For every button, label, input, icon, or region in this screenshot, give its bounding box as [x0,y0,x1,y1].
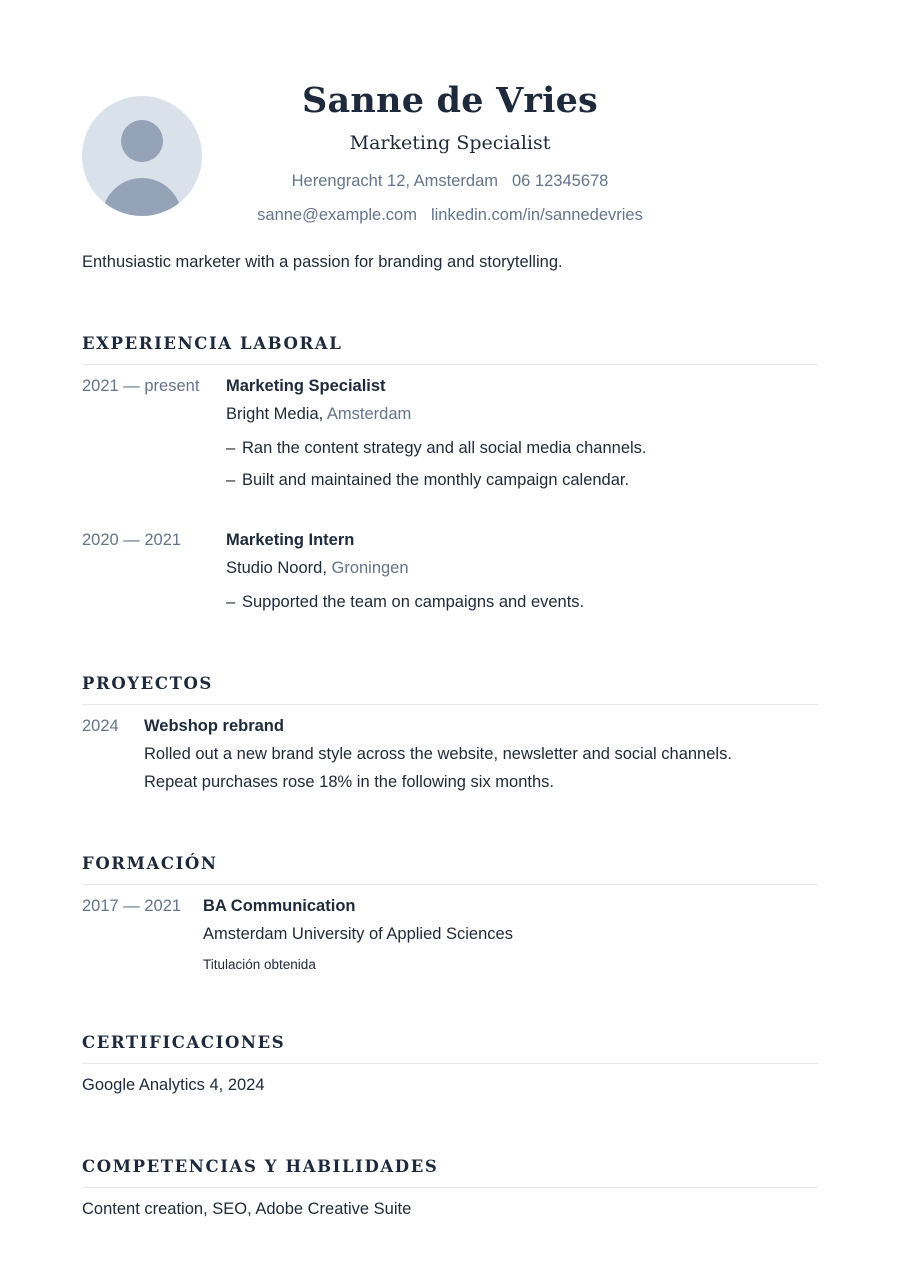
section-divider [82,364,818,365]
job-dates: 2021 — present [82,377,200,395]
job-role: Marketing Specialist [226,377,386,395]
email-link[interactable]: sanne@example.com [257,206,417,224]
phone: 06 12345678 [512,172,609,190]
linkedin-link[interactable]: linkedin.com/in/sannedevries [430,206,643,224]
contact-row-2 [200,206,700,225]
project-name: Webshop rebrand [144,717,284,735]
job-dates: 2020 — 2021 [82,531,182,549]
candidate-name: Sanne de Vries [302,80,598,121]
section-divider [82,1187,818,1188]
education-note: Titulación obtenida [203,957,316,972]
education-degree: BA Communication [203,897,356,915]
job-location: Amsterdam [326,405,412,423]
job-bullet: – Ran the content strategy and all social media channels. [226,439,647,457]
job-location: Groningen [331,559,409,577]
project-description: Rolled out a new brand style across the website, newsletter and social channels. [144,745,732,763]
education-dates: 2017 — 2021 [82,897,182,915]
avatar-placeholder-icon [82,96,202,216]
section-divider [82,884,818,885]
section-title-education: FORMACIÓN [82,854,218,873]
job-bullet: – Supported the team on campaigns and events. [226,593,585,611]
job-bullet: – Built and maintained the monthly campaign calendar. [226,471,630,489]
certifications-text: Google Analytics 4, 2024 [82,1076,265,1094]
candidate-title: Marketing Specialist [349,132,551,154]
avatar-head [121,120,163,162]
project-description: Repeat purchases rose 18% in the following six months. [144,773,554,791]
section-title-skills: COMPETENCIAS Y HABILIDADES [82,1157,439,1176]
skills-text: Content creation, SEO, Adobe Creative Suite [82,1200,412,1218]
section-title-experience: EXPERIENCIA LABORAL [82,334,343,353]
avatar-body [102,178,182,216]
profile-summary: Enthusiastic marketer with a passion for branding and storytelling. [82,253,563,271]
contact-row-1 [200,172,700,191]
job-company: Bright Media [226,405,319,423]
section-title-certifications: CERTIFICACIONES [82,1033,286,1052]
section-title-projects: PROYECTOS [82,674,213,693]
education-school: Amsterdam University of Applied Sciences [203,925,513,943]
project-year: 2024 [82,717,119,735]
section-divider [82,1063,818,1064]
job-company-line: Studio Noord, Groningen [226,559,409,577]
job-company-line: Bright Media, Amsterdam [226,405,412,423]
section-divider [82,704,818,705]
job-role: Marketing Intern [226,531,355,549]
address: Herengracht 12, Amsterdam [291,172,498,190]
job-company: Studio Noord [226,559,323,577]
